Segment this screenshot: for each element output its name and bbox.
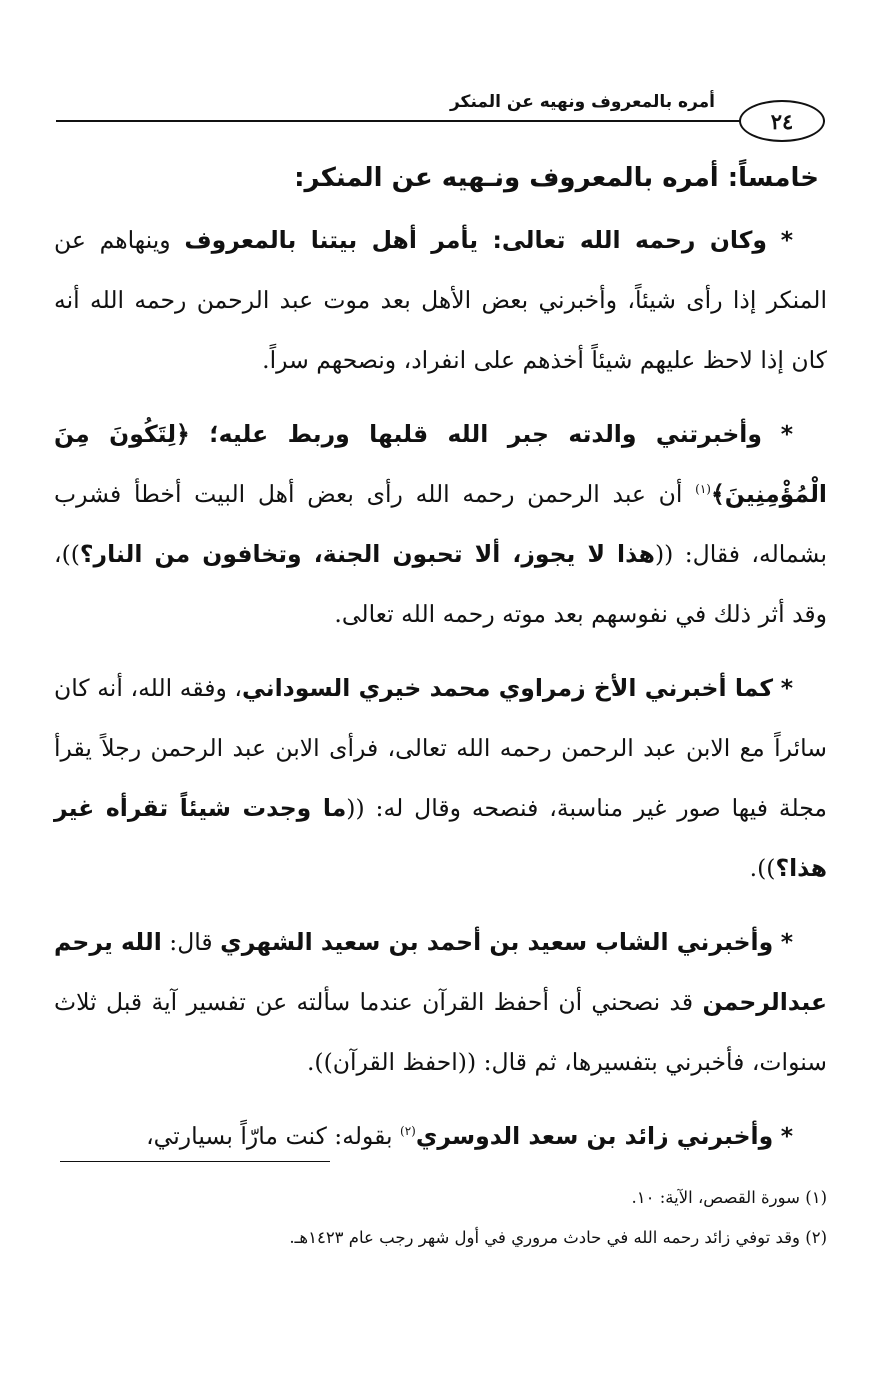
paragraph-3-text-2: )). [749, 854, 776, 882]
bullet-star: * [780, 928, 793, 956]
paragraph-2-quote: هذا لا يجوز، ألا تحبون الجنة، وتخافون من النار؟ [79, 540, 655, 568]
header-title: أمره بالمعروف ونهيه عن المنكر [449, 92, 715, 112]
paragraph-4-text-2: قد نصحني أن أحفظ القرآن عندما سألته عن تفسير آية قبل ثلاث سنوات، فأخبرني بتفسيرها، ثم قال: ((احفظ القرآن)). [54, 988, 827, 1076]
paragraph-5-text: بقوله: كنت مارّاً بسيارتي، [146, 1122, 401, 1150]
running-header [56, 88, 825, 134]
paragraph-2-bold: وأخبرتني والدته جبر الله قلبها وربط عليه؛ ﴿لِتَكُونَ مِنَ الْمُؤْمِنِينَ﴾ [54, 420, 827, 508]
paragraph-3-bold: كما أخبرني الأخ زمراوي محمد خيري السوداني [242, 674, 774, 702]
footnote-ref-2[interactable]: (٢) [400, 1124, 416, 1139]
bullet-star: * [780, 1122, 793, 1150]
section-title: خامساً: أمره بالمعروف ونـهيه عن المنكر: [294, 163, 819, 193]
paragraph-4-text-1: قال: [161, 928, 221, 956]
page-number: ٢٤ [739, 100, 825, 142]
paragraph-4 [54, 912, 827, 1092]
paragraph-2-text-1: أن عبد الرحمن رحمه الله رأى بعض أهل البيت أخطأ فشرب بشماله، فقال: (( [54, 480, 827, 568]
footnote-1: (١) سورة القصص، الآية: ١٠. [631, 1188, 827, 1207]
paragraph-1-text: وينهاهم عن المنكر إذا رأى شيئاً، وأخبرني بعض الأهل بعد موت عبد الرحمن رحمه الله أنه كان إذا لاحظ عليهم شيئاً أخذهم على انفراد، ونصحهم سراً. [54, 226, 827, 374]
footnotes [56, 1182, 827, 1262]
page-body [54, 150, 827, 1166]
paragraph-3-text-1: ، وفقه الله، أنه كان سائراً مع الابن عبد الرحمن رحمه الله تعالى، فرأى الابن عبد الرحمن رجلاً يقرأ مجلة فيها صور غير مناسبة، فنصحه وقال له: (( [54, 674, 827, 822]
footnote-2: (٢) وقد توفي زائد رحمه الله في حادث مروري في أول شهر رجب عام ١٤٢٣هـ. [289, 1228, 827, 1247]
bullet-star: * [780, 420, 793, 448]
paragraph-2-text-2: ))، وقد أثر ذلك في نفوسهم بعد موته رحمه الله تعالى. [54, 540, 827, 628]
paragraph-3-quote: ما وجدت شيئاً تقرأه غير هذا؟ [54, 794, 827, 882]
bullet-star: * [780, 226, 793, 254]
paragraph-5 [54, 1106, 827, 1166]
footnote-divider [60, 1161, 330, 1162]
paragraph-2 [54, 404, 827, 644]
paragraph-4-bold-1: وأخبرني الشاب سعيد بن أحمد بن سعيد الشهري [220, 928, 774, 956]
paragraph-4-bold-2: الله يرحم عبدالرحمن [54, 928, 827, 1016]
footnote-ref-1[interactable]: (١) [695, 482, 711, 497]
bullet-star: * [780, 674, 793, 702]
paragraph-1-bold: وكان رحمه الله تعالى: يأمر أهل بيتنا بالمعروف [184, 226, 767, 254]
paragraph-5-bold: وأخبرني زائد بن سعد الدوسري [415, 1122, 774, 1150]
paragraph-1 [54, 210, 827, 390]
paragraph-3 [54, 658, 827, 898]
